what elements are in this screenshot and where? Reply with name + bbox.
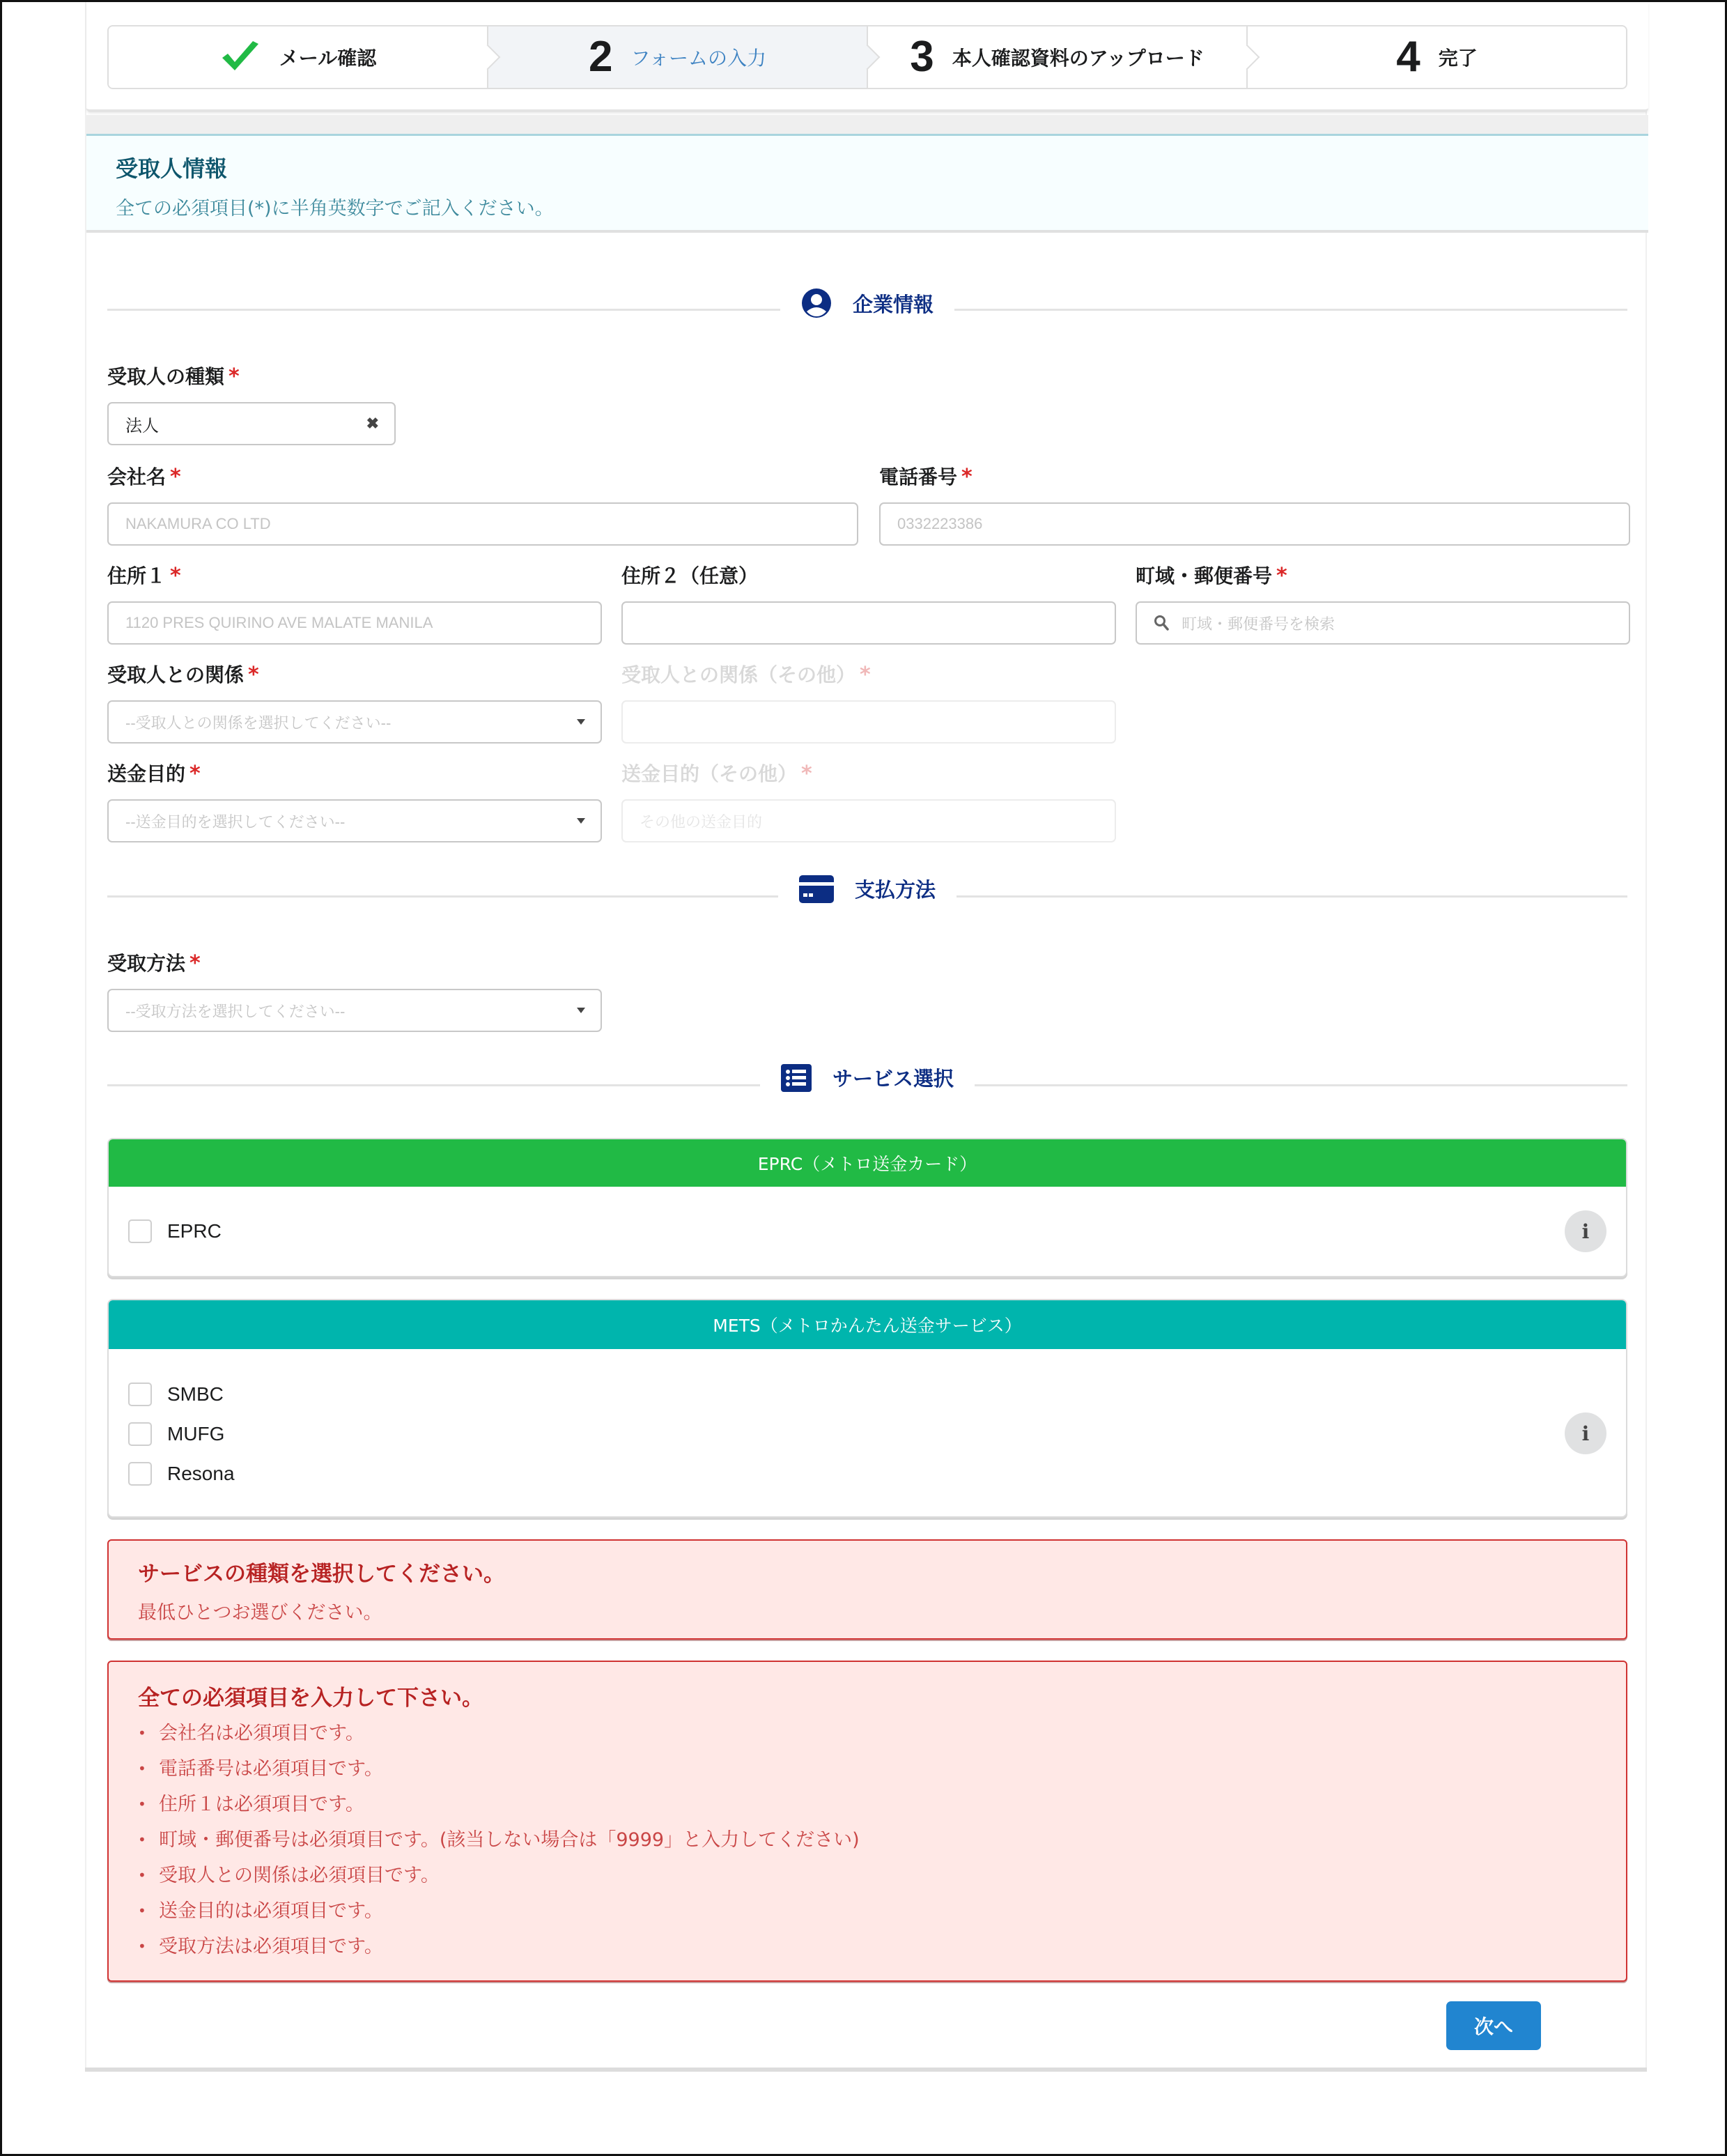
postal-field (1136, 562, 1630, 646)
list-icon (781, 1064, 812, 1092)
field-label: 電話番号 * (879, 465, 973, 489)
section-heading (760, 1063, 975, 1092)
checkmark-icon (219, 40, 261, 75)
service-panel-mets (107, 1299, 1627, 1518)
placeholder: --受取人との関係を選択してください-- (125, 714, 392, 732)
credit-card-icon (799, 875, 834, 903)
info-icon[interactable]: i (1565, 1210, 1606, 1252)
page-bottom-border (85, 2068, 1647, 2072)
form-page (85, 2, 1647, 2072)
section-divider-company (107, 292, 1627, 316)
error-item: • 住所１は必須項目です。 (138, 1787, 1597, 1822)
checkbox-label: MUFG (167, 1422, 225, 1445)
info-message (86, 134, 1648, 233)
placeholder: NAKAMURA CO LTD (125, 515, 271, 532)
error-item: • 会社名は必須項目です。 (138, 1716, 1597, 1751)
field-label: 住所１ * (107, 564, 181, 588)
field-label: 送金目的（その他） * (621, 762, 812, 786)
error-text: 最低ひとつお選びください。 (138, 1602, 382, 1624)
recipient-type-select[interactable] (107, 402, 396, 445)
relationship-field (107, 661, 602, 745)
checkbox[interactable] (128, 1383, 152, 1406)
phone-input[interactable] (879, 502, 1630, 546)
field-label: 受取人との関係（その他） * (621, 663, 871, 687)
company-name-input[interactable] (107, 502, 858, 546)
panel-body (109, 1187, 1626, 1276)
address1-input[interactable] (107, 601, 602, 645)
field-label: 送金目的 * (107, 762, 201, 786)
section-label: 企業情報 (852, 292, 934, 316)
steps-card (86, 2, 1648, 112)
section-heading (778, 875, 957, 903)
checkbox[interactable] (128, 1422, 152, 1446)
next-button[interactable]: 次へ (1446, 2001, 1541, 2050)
selected-value: 法人 (125, 416, 159, 436)
section-label: 支払方法 (854, 878, 936, 902)
service-option-eprc[interactable] (109, 1211, 1626, 1251)
error-item: • 町域・郵便番号は必須項目です。(該当しない場合は「9999」と入力してください) (138, 1822, 1597, 1858)
field-label: 住所２（任意） (621, 564, 759, 587)
section-divider-payment (107, 878, 1627, 902)
search-icon (1154, 615, 1169, 631)
error-item: • 受取方法は必須項目です。 (138, 1929, 1597, 1964)
purpose-other-input (621, 799, 1116, 842)
placeholder: --送金目的を選択してください-- (125, 813, 346, 831)
panel-body (109, 1349, 1626, 1518)
relationship-other-field (621, 661, 1116, 745)
section-divider-service (107, 1067, 1627, 1091)
panel-header: METS（メトロかんたん送金サービス） (109, 1300, 1626, 1349)
checkbox-label: SMBC (167, 1383, 224, 1405)
step-form-input (488, 26, 868, 88)
checkbox[interactable] (128, 1462, 152, 1486)
checkbox[interactable] (128, 1219, 152, 1243)
field-label: 受取人の種類 * (107, 364, 240, 389)
step-label: 本人確認資料のアップロード (952, 47, 1205, 70)
section-heading (780, 288, 954, 318)
field-label: 会社名 * (107, 465, 181, 489)
service-option-resona[interactable] (109, 1454, 1626, 1493)
page-subtitle: 全ての必須項目(*)に半角英数字でご記入ください。 (116, 198, 554, 220)
error-list (138, 1716, 1597, 1964)
purpose-select[interactable] (107, 799, 602, 842)
info-icon[interactable]: i (1565, 1412, 1606, 1454)
relationship-other-input (621, 700, 1116, 744)
postal-search-input[interactable] (1136, 601, 1630, 645)
error-title: 全ての必須項目を入力して下さい。 (138, 1686, 483, 1711)
address1-field (107, 562, 602, 646)
placeholder: その他の送金目的 (640, 813, 763, 831)
step-label: メール確認 (279, 47, 377, 70)
placeholder: 町域・郵便番号を検索 (1182, 615, 1335, 633)
dropdown-caret-icon (577, 818, 585, 824)
placeholder: 0332223386 (897, 515, 983, 532)
address2-input[interactable] (621, 601, 1116, 645)
step-number: 3 (910, 33, 934, 81)
placeholder: 1120 PRES QUIRINO AVE MALATE MANILA (125, 614, 433, 631)
field-label: 受取人との関係 * (107, 663, 259, 687)
page-title: 受取人情報 (116, 155, 228, 182)
service-panel-eprc (107, 1138, 1627, 1277)
clear-icon[interactable]: ✖ (366, 415, 379, 432)
purpose-field (107, 760, 602, 844)
checkbox-label: EPRC (167, 1219, 222, 1242)
panel-header: EPRC（メトロ送金カード） (109, 1139, 1626, 1187)
user-circle-icon (801, 288, 832, 318)
error-item: • 電話番号は必須項目です。 (138, 1751, 1597, 1787)
company-name-field (107, 463, 858, 547)
address2-field (621, 562, 1116, 646)
error-item: • 受取人との関係は必須項目です。 (138, 1858, 1597, 1893)
step-id-upload (868, 26, 1248, 88)
field-label: 受取方法 * (107, 951, 201, 976)
dropdown-caret-icon (577, 719, 585, 725)
service-option-smbc[interactable] (109, 1374, 1626, 1414)
step-label: 完了 (1438, 47, 1478, 70)
error-title: サービスの種類を選択してください。 (138, 1562, 505, 1587)
placeholder: --受取方法を選択してください-- (125, 1002, 346, 1020)
purpose-other-field (621, 760, 1116, 844)
recipient-type-field (107, 363, 396, 447)
separator-band (86, 115, 1648, 134)
error-item: • 送金目的は必須項目です。 (138, 1893, 1597, 1929)
receive-method-select[interactable] (107, 989, 602, 1032)
relationship-select[interactable] (107, 700, 602, 744)
service-error-message (107, 1539, 1627, 1640)
field-label: 町域・郵便番号 * (1136, 564, 1287, 588)
step-progress (107, 25, 1627, 89)
step-label: フォームの入力 (630, 47, 767, 70)
step-number: 4 (1396, 33, 1420, 81)
step-email-confirm (109, 26, 488, 88)
section-label: サービス選択 (832, 1067, 954, 1091)
checkbox-label: Resona (167, 1462, 235, 1484)
dropdown-caret-icon (577, 1008, 585, 1013)
receive-method-field (107, 950, 602, 1033)
required-error-message (107, 1661, 1627, 1982)
phone-field (879, 463, 1630, 547)
step-complete (1248, 26, 1626, 88)
step-number: 2 (588, 33, 613, 81)
service-option-mufg[interactable] (109, 1414, 1626, 1454)
